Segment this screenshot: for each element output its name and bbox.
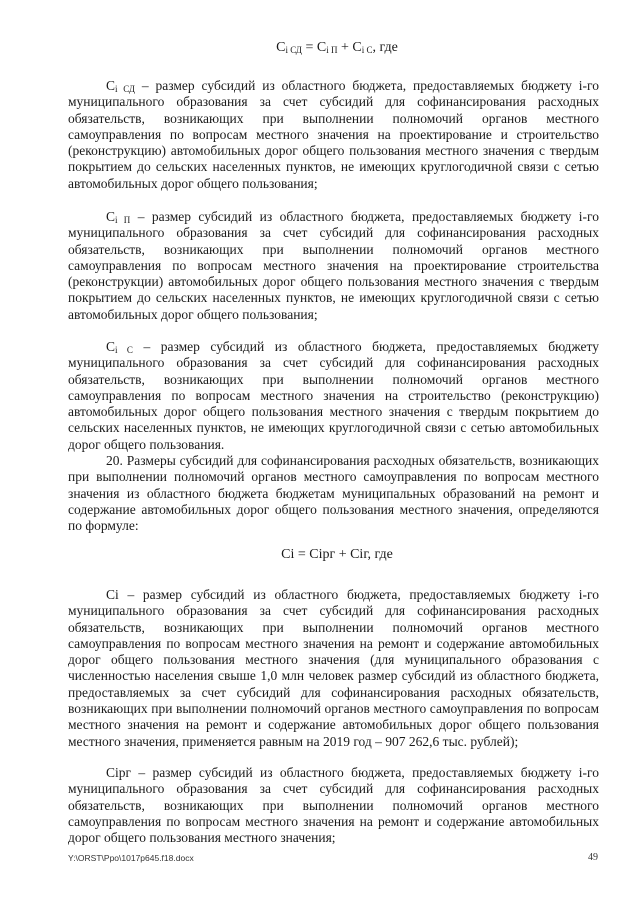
symbol-subscript: i П (115, 215, 131, 225)
formula-ci-sd (68, 40, 606, 56)
formula-lhs-subscript: i СД (285, 45, 302, 55)
definition-text: Ciрг – размер субсидий из областного бюджета, предоставляемых бюджету i-го муниципального образования за счет субсидий для софинансирования расходных обязательств, возникающих при выполнении полномочий органов местного самоуправления по вопросам местного значения на ремонт и содержание автомобильных дорог общего пользования местного значения; (68, 765, 599, 846)
formula-lhs (276, 40, 302, 55)
clause-20 (68, 453, 599, 534)
formula-term1-base: C (316, 40, 327, 55)
definition-ci-sd (68, 78, 599, 192)
formula-equals: = (301, 40, 317, 55)
formula-plus: + (337, 40, 353, 55)
footer-page-number: 49 (588, 852, 598, 863)
symbol-base: C (106, 209, 116, 224)
definition-text: – размер субсидий из областного бюджета, предоставляемых бюджету i-го муниципального образования за счет субсидий для софинансирования расходных обязательств, возникающих при выполнении полномочий органов местного самоуправления по вопросам местного значения на проектирование и строительство (реконструкцию) автомобильных дорог общего пользования местного значения с твердым покрытием до сельских населенных пунктов, не имеющих круглогодичной связи с сетью автомобильных дорог общего пользования; (68, 78, 599, 191)
definition-text: – размер субсидий из областного бюджета, предоставляемых бюджету i-го муниципального образования за счет субсидий для софинансирования расходных обязательств, возникающих при выполнении полномочий органов местного самоуправления по вопросам местного значения на проектирование строительства (реконструкции) автомобильных дорог общего пользования местного значения с твердым покрытием до сельских населенных пунктов, не имеющих круглогодичной связи с сетью автомобильных дорог общего пользования; (68, 209, 599, 322)
definition-ci-rg (68, 765, 599, 846)
formula-term1-subscript: i П (326, 45, 338, 55)
definition-ci-s (68, 339, 599, 453)
formula-lhs-base: C (276, 40, 286, 55)
definition-ci (68, 587, 599, 750)
symbol-subscript: i С (115, 345, 133, 355)
definition-text: Ci – размер субсидий из областного бюджета, предоставляемых бюджету i-го муниципального образования за счет субсидий для софинансирования расходных обязательств, возникающих при выполнении полномочий органов местного самоуправления по вопросам местного значения на ремонт и содержание автомобильных дорог общего пользования местного значения (для муниципального образования с численностью населения свыше 1,0 млн человек размер субсидий из областного бюджета, предоставляемых за счет субсидий для софинансирования расходных обязательств, возникающих при выполнении полномочий органов местного самоуправления по вопросам местного значения на ремонт и содержание автомобильных дорог общего пользования местного значения, применяется равным на 2019 год – 907 262,6 тыс. рублей); (68, 587, 599, 749)
footer-file-path: Y:\ORST\Ppo\1017p645.f18.docx (68, 853, 194, 863)
symbol-base: C (106, 78, 116, 93)
formula-tail: , где (372, 40, 398, 55)
formula-ci: Ci = Ciрг + Ciг, где (281, 547, 393, 562)
formula-term2-subscript: i С (361, 45, 373, 55)
formula-term2-base: C (352, 40, 362, 55)
symbol-subscript: i СД (115, 84, 135, 94)
clause-text: 20. Размеры субсидий для софинансирования расходных обязательств, возникающих при выполнении полномочий органов местного самоуправления по вопросам местного значения из областного бюджета бюджетам муниципальных образований на ремонт и содержание автомобильных дорог общего пользования местного значения, определяются по формуле: (68, 453, 599, 534)
definition-ci-p (68, 209, 599, 323)
symbol-base: C (106, 339, 116, 354)
definition-text: – размер субсидий из областного бюджета, предоставляемых бюджету муниципального образования за счет субсидий для софинансирования расходных обязательств, возникающих при выполнении полномочий органов местного самоуправления по вопросам местного значения на строительство (реконструкцию) автомобильных дорог общего пользования местного значения с твердым покрытием до сельских населенных пунктов, не имеющих круглогодичной связи с сетью автомобильных дорог общего пользования. (68, 339, 599, 452)
